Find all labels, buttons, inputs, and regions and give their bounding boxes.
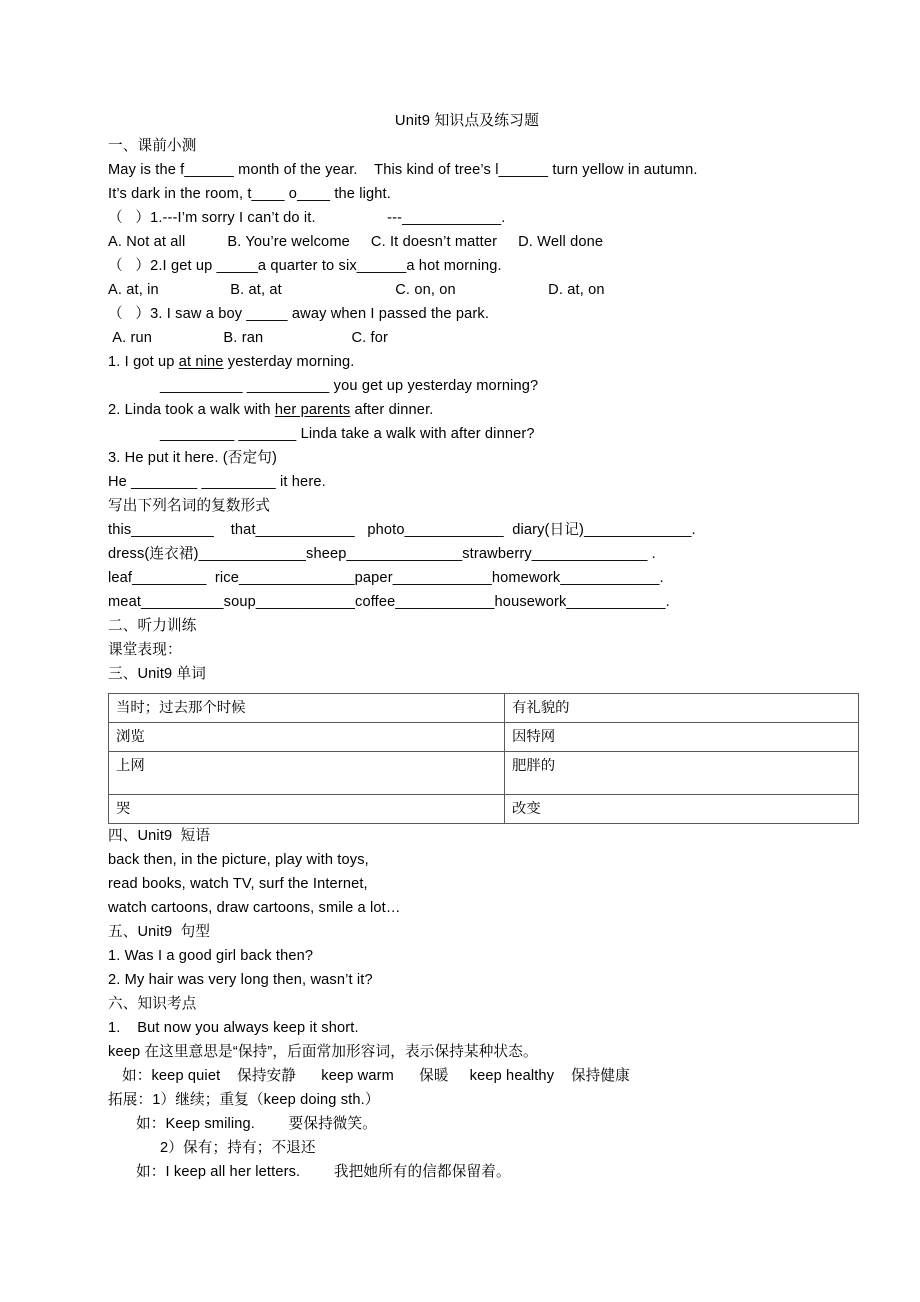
transform-2-prefix: 2. Linda took a walk with	[108, 402, 275, 418]
vocab-cell-left: 上网	[109, 752, 505, 795]
plurals-row-3: leaf_________ rice______________paper____________homework____________.	[108, 570, 664, 586]
vocab-cell-left: 哭	[109, 795, 505, 824]
transform-2-underlined-phrase: her parents	[274, 402, 351, 418]
plurals-row-2: dress(连衣裙)_____________sheep______________strawberry______________ .	[108, 546, 656, 562]
transform-2-suffix: after dinner.	[350, 402, 434, 418]
phrase-line: read books, watch TV, surf the Internet,	[108, 876, 368, 892]
sentence-pattern-line: 1. Was I a good girl back then?	[108, 948, 314, 964]
vocab-cell-right: 因特网	[505, 723, 859, 752]
quiz-question-3-stem: （ ）3. I saw a boy _____ away when I passed the park.	[108, 306, 490, 322]
vocab-cell-left: 浏览	[109, 723, 505, 752]
section-heading-1: 一、课前小测	[108, 138, 197, 154]
vocabulary-table-body	[109, 694, 859, 824]
quiz-fill-line-1: May is the f______ month of the year. This kind of tree’s l______ turn yellow in autumn.	[108, 162, 698, 178]
sentence-pattern-line: 2. My hair was very long then, wasn’t it?	[108, 972, 373, 988]
table-row	[109, 795, 859, 824]
transform-1-underlined-phrase: at nine	[178, 354, 224, 370]
vocab-cell-left: 当时；过去那个时候	[109, 694, 505, 723]
transform-item-1-answer: __________ __________ you get up yesterday morning?	[160, 378, 539, 394]
vocab-cell-right: 肥胖的	[505, 752, 859, 795]
transform-item-1-given	[108, 350, 838, 374]
quiz-question-1-options: A. Not at all B. You’re welcome C. It doesn’t matter D. Well done	[108, 234, 604, 250]
section-heading-5: 五、Unit9 句型	[108, 924, 211, 940]
knowledge-extension-1: 拓展：1）继续；重复（keep doing sth.）	[108, 1092, 380, 1108]
transform-1-prefix: 1. I got up	[108, 354, 179, 370]
plurals-row-4: meat__________soup____________coffee____________housework____________.	[108, 594, 670, 610]
quiz-question-3-options: A. run B. ran C. for	[108, 330, 389, 346]
table-row	[109, 752, 859, 795]
transform-item-2-given	[108, 398, 838, 422]
knowledge-extension-2: 2）保有；持有；不退还	[160, 1140, 316, 1156]
transform-item-3-answer: He ________ _________ it here.	[108, 474, 326, 490]
transform-item-2-answer: _________ _______ Linda take a walk with after dinner?	[160, 426, 535, 442]
document-body	[108, 108, 838, 1184]
plurals-row-1: this__________ that____________ photo____________ diary(日记)_____________.	[108, 522, 696, 538]
quiz-question-2-stem: （ ）2.I get up _____a quarter to six______a hot morning.	[108, 258, 502, 274]
vocab-cell-right: 改变	[505, 795, 859, 824]
page-title: Unit9 知识点及练习题	[394, 113, 540, 129]
section-heading-3: 三、Unit9 单词	[108, 666, 206, 682]
knowledge-examples-1: 如：keep quiet 保持安静 keep warm 保暖 keep healthy 保持健康	[122, 1068, 630, 1084]
quiz-question-1-stem: （ ）1.---I’m sorry I can’t do it. ---____________.	[108, 210, 506, 226]
vocabulary-table	[108, 693, 859, 824]
phrase-line: watch cartoons, draw cartoons, smile a lot…	[108, 900, 401, 916]
phrase-line: back then, in the picture, play with toys,	[108, 852, 369, 868]
table-row	[109, 694, 859, 723]
section-heading-4: 四、Unit9 短语	[108, 828, 211, 844]
section-heading-2: 二、听力训练	[108, 618, 197, 634]
table-row	[109, 723, 859, 752]
transform-item-3-given: 3. He put it here. (否定句)	[108, 450, 277, 466]
knowledge-extension-1-example: 如：Keep smiling. 要保持微笑。	[136, 1116, 378, 1132]
quiz-question-2-options: A. at, in B. at, at C. on, on D. at, on	[108, 282, 605, 298]
knowledge-point-1: 1. But now you always keep it short.	[108, 1020, 359, 1036]
section-heading-6: 六、知识考点	[108, 996, 197, 1012]
classroom-performance-label: 课堂表现：	[108, 642, 182, 658]
knowledge-extension-2-example: 如：I keep all her letters. 我把她所有的信都保留着。	[136, 1164, 511, 1180]
vocab-cell-right: 有礼貌的	[505, 694, 859, 723]
plurals-heading: 写出下列名词的复数形式	[108, 498, 271, 514]
transform-1-suffix: yesterday morning.	[223, 354, 355, 370]
quiz-fill-line-2: It’s dark in the room, t____ o____ the light.	[108, 186, 391, 202]
knowledge-explanation: keep 在这里意思是“保持”，后面常加形容词，表示保持某种状态。	[108, 1044, 538, 1060]
